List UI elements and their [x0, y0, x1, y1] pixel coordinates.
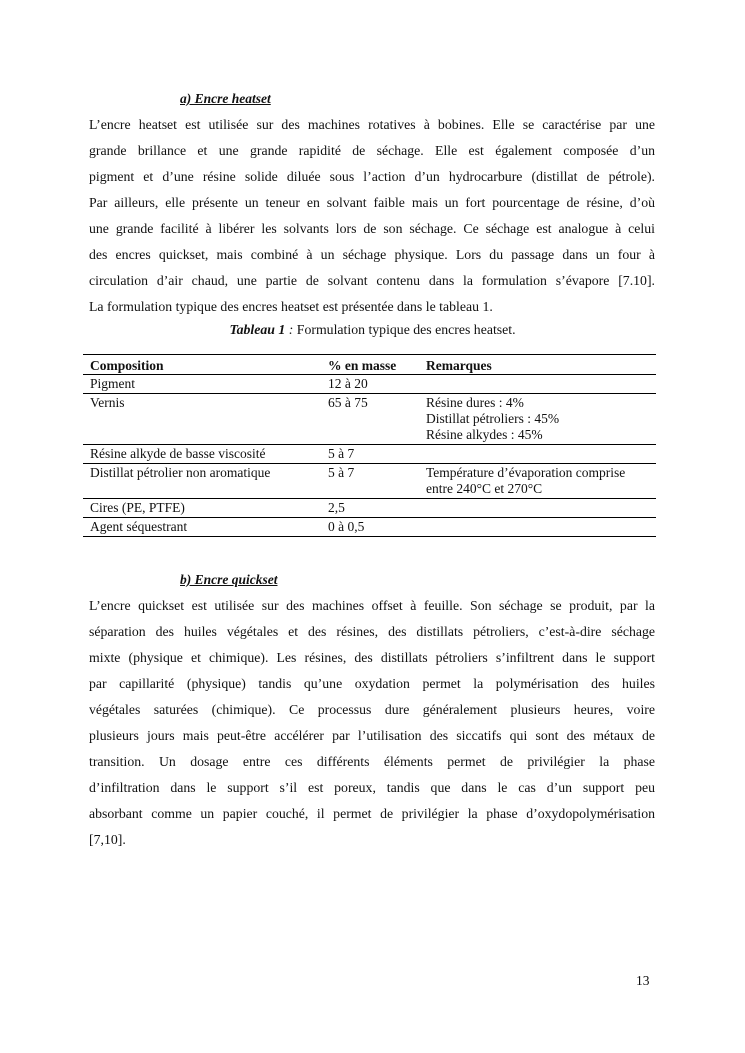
- paragraph-line: d’infiltration dans le support s’il est poreux, tandis que dans le cas d’un support peu: [89, 780, 655, 795]
- column-header-mass: % en masse: [321, 355, 419, 375]
- paragraph-line: par capillarité (physique) tandis qu’une oxydation permet la polymérisation des huiles: [89, 676, 655, 691]
- paragraph-line: Par ailleurs, elle présente un teneur en solvant faible mais un fort pourcentage de résine, d’où: [89, 195, 655, 210]
- cell-mass: 12 à 20: [321, 375, 419, 394]
- paragraph-line: pigment et d’une résine solide diluée sous l’action d’un hydrocarbure (distillat de pétrole).: [89, 169, 655, 184]
- cell-mass: 65 à 75: [321, 394, 419, 445]
- section-a-heading: a) Encre heatset: [180, 91, 271, 106]
- cell-remarks: [419, 518, 656, 537]
- table-row: [83, 464, 656, 499]
- paragraph-line: grande brillance et une grande rapidité de séchage. Elle est également composée d’un: [89, 143, 655, 158]
- table-row: [83, 499, 656, 518]
- paragraph-line: mixte (physique et chimique). Les résines, des distillats pétroliers s’infiltrent dans le support: [89, 650, 655, 665]
- cell-composition: Agent séquestrant: [83, 518, 321, 537]
- section-b-heading: b) Encre quickset: [180, 572, 278, 587]
- cell-composition: Distillat pétrolier non aromatique: [83, 464, 321, 499]
- cell-mass: 2,5: [321, 499, 419, 518]
- section-b-paragraph: [89, 593, 655, 853]
- remark-line: entre 240°C et 270°C: [426, 481, 543, 496]
- table-row: [83, 445, 656, 464]
- composition-table: [83, 354, 656, 537]
- cell-remarks: [419, 499, 656, 518]
- paragraph-line: séparation des huiles végétales et des résines, des distillats pétroliers, c’est-à-dire séchage: [89, 624, 655, 639]
- paragraph-line: absorbant comme un papier couché, il permet de privilégier la phase d’oxydopolymérisation: [89, 806, 655, 821]
- paragraph-line: transition. Un dosage entre ces différents éléments permet de privilégier la phase: [89, 754, 655, 769]
- paragraph-line: circulation d’air chaud, une partie de solvant contenu dans la formulation s’évapore [7.10].: [89, 273, 655, 288]
- table-caption-text: Formulation typique des encres heatset.: [296, 322, 516, 337]
- cell-mass: 0 à 0,5: [321, 518, 419, 537]
- paragraph-line: plusieurs jours mais peut-être accélérer par l’utilisation des siccatifs qui sont des métaux de: [89, 728, 655, 743]
- table-row: [83, 518, 656, 537]
- paragraph-line: végétales saturées (chimique). Ce processus dure généralement plusieurs heures, voire: [89, 702, 655, 717]
- table-intro-line: La formulation typique des encres heatset est présentée dans le tableau 1.: [89, 299, 493, 314]
- cell-mass: 5 à 7: [321, 445, 419, 464]
- remark-line: Distillat pétroliers : 45%: [426, 411, 560, 426]
- paragraph-line: des encres quickset, mais combiné à un séchage physique. Lors du passage dans un four à: [89, 247, 655, 262]
- column-header-remarks: Remarques: [419, 355, 656, 375]
- paragraph-line: une grande facilité à libérer les solvants lors de son séchage. Ce séchage est analogue à celui: [89, 221, 655, 236]
- table-caption: [0, 322, 745, 338]
- remark-line: Résine alkydes : 45%: [426, 427, 543, 442]
- cell-mass: 5 à 7: [321, 464, 419, 499]
- cell-remarks: [419, 464, 656, 499]
- cell-composition: Cires (PE, PTFE): [83, 499, 321, 518]
- table-row: [83, 375, 656, 394]
- remark-line: Température d’évaporation comprise: [426, 465, 626, 480]
- page-number: 13: [636, 973, 650, 988]
- paragraph-line: [7,10].: [89, 832, 126, 847]
- table-header-row: [83, 355, 656, 375]
- table-row: [83, 394, 656, 445]
- cell-remarks: [419, 375, 656, 394]
- paragraph-line: L’encre heatset est utilisée sur des machines rotatives à bobines. Elle se caractérise par une: [89, 117, 655, 132]
- remark-line: Résine dures : 4%: [426, 395, 524, 410]
- cell-composition: Résine alkyde de basse viscosité: [83, 445, 321, 464]
- cell-remarks: [419, 445, 656, 464]
- table-caption-label: Tableau 1: [229, 322, 286, 337]
- cell-composition: Pigment: [83, 375, 321, 394]
- cell-remarks: [419, 394, 656, 445]
- column-header-composition: Composition: [83, 355, 321, 375]
- section-a-paragraph: [89, 112, 655, 320]
- cell-composition: Vernis: [83, 394, 321, 445]
- table-caption-separator: :: [285, 322, 297, 337]
- paragraph-line: L’encre quickset est utilisée sur des machines offset à feuille. Son séchage se produit, par la: [89, 598, 655, 613]
